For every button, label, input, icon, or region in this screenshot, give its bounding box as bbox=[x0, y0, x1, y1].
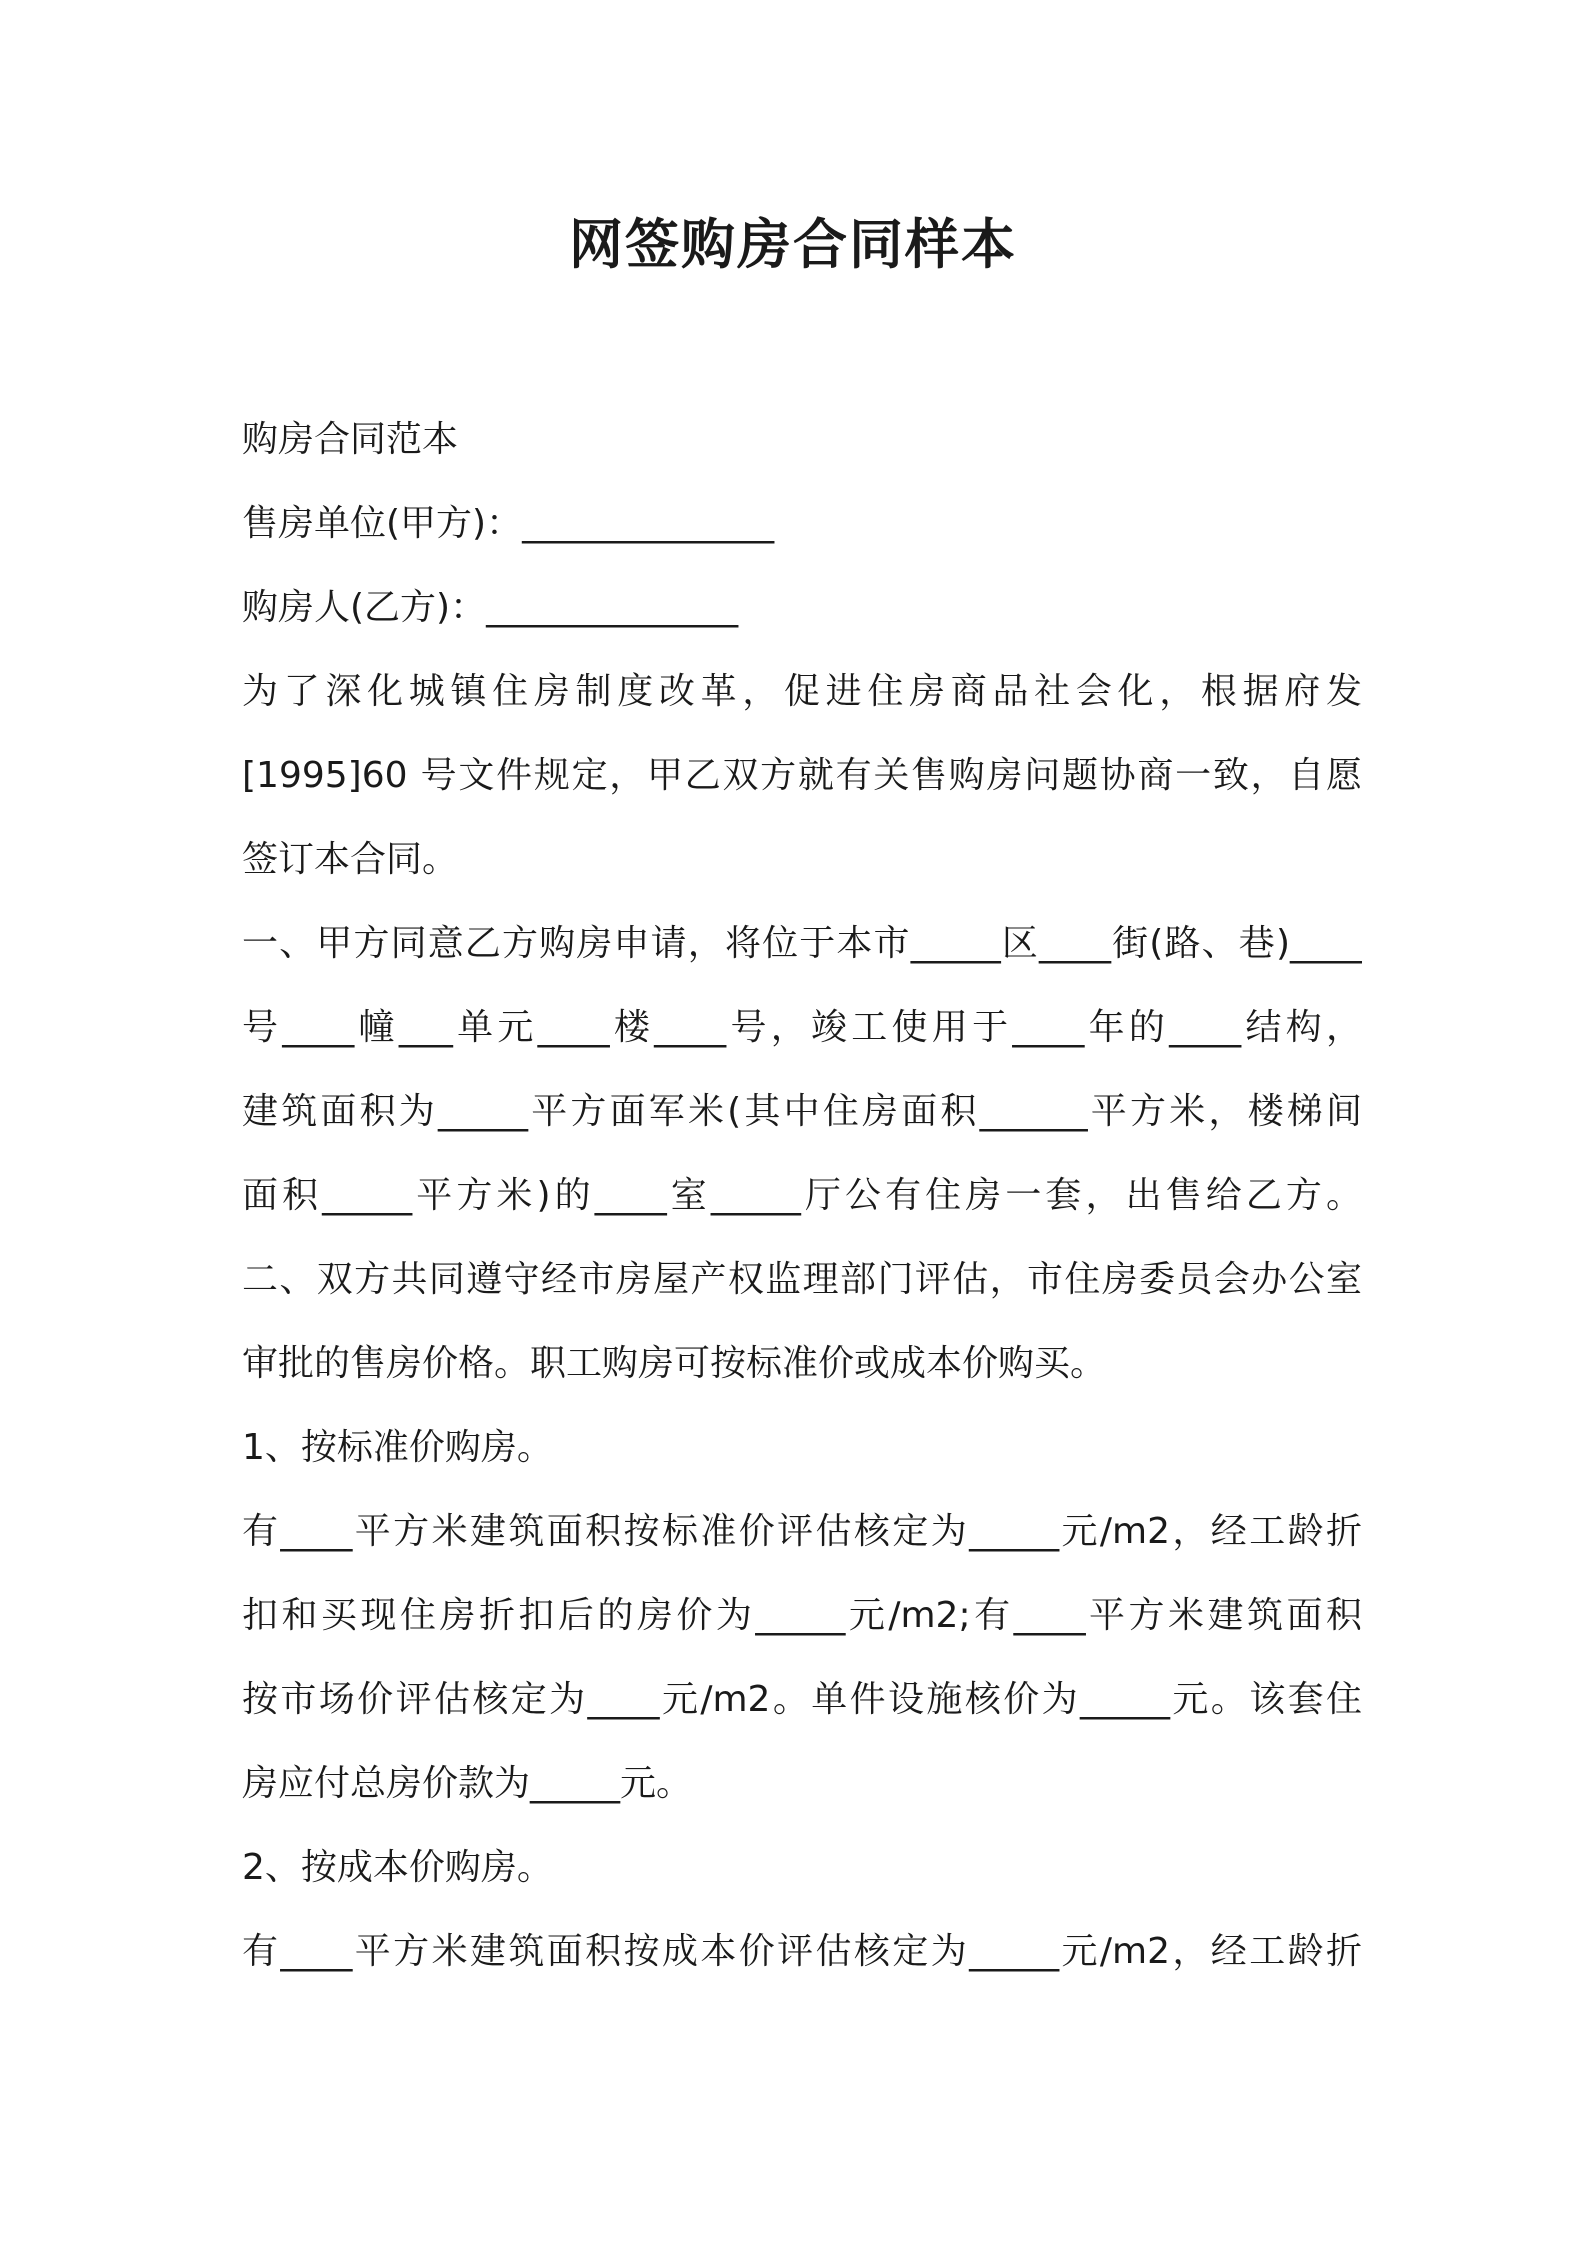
price-line: 有____平方米建筑面积按标准价评估核定为_____元/m2，经工龄折 bbox=[242, 1511, 1362, 1552]
subsection-heading: 2、按成本价购房。 bbox=[242, 1847, 553, 1888]
price-line: 按市场价评估核定为____元/m2。单件设施核价为_____元。该套住 bbox=[242, 1679, 1362, 1720]
clause-one-line: 号____幢___单元____楼____号，竣工使用于____年的____结构， bbox=[242, 1007, 1362, 1048]
price-line: 扣和买现住房折扣后的房价为_____元/m2;有____平方米建筑面积 bbox=[242, 1595, 1362, 1636]
paragraph-line: [1995]60 号文件规定，甲乙双方就有关售购房问题协商一致，自愿 bbox=[242, 755, 1362, 796]
document-title: 网签购房合同样本 bbox=[569, 213, 1017, 276]
paragraph-line: 签订本合同。 bbox=[242, 839, 459, 880]
subsection-heading: 1、按标准价购房。 bbox=[242, 1427, 553, 1468]
buyer-field: 购房人(乙方)：______________ bbox=[242, 587, 739, 628]
document-body bbox=[242, 398, 1362, 1994]
clause-one-line: 建筑面积为_____平方面军米(其中住房面积______平方米，楼梯间 bbox=[242, 1091, 1362, 1132]
clause-one-line: 一、甲方同意乙方购房申请，将位于本市_____区____街(路、巷)____ bbox=[242, 923, 1362, 964]
paragraph-line: 为了深化城镇住房制度改革，促进住房商品社会化，根据府发 bbox=[242, 671, 1362, 712]
price-line: 有____平方米建筑面积按成本价评估核定为_____元/m2，经工龄折 bbox=[242, 1931, 1362, 1972]
price-line: 房应付总房价款为_____元。 bbox=[242, 1763, 693, 1804]
section-heading: 购房合同范本 bbox=[242, 419, 459, 460]
clause-one-line: 面积_____平方米)的____室_____厅公有住房一套，出售给乙方。 bbox=[242, 1175, 1362, 1216]
clause-two-line: 审批的售房价格。职工购房可按标准价或成本价购买。 bbox=[242, 1343, 1107, 1384]
clause-two-line: 二、双方共同遵守经市房屋产权监理部门评估，市住房委员会办公室 bbox=[242, 1259, 1362, 1300]
seller-field: 售房单位(甲方)：______________ bbox=[242, 503, 775, 544]
